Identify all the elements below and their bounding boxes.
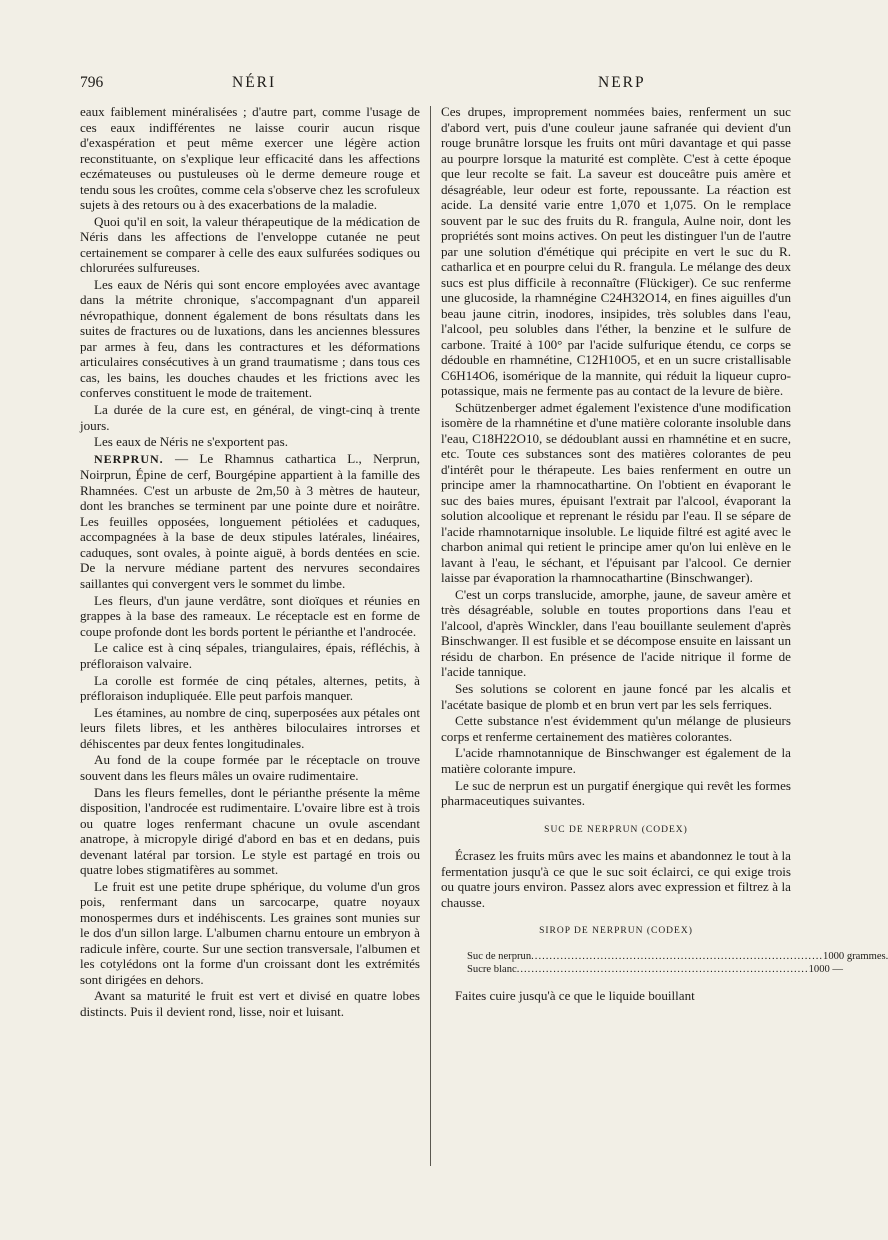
paragraph: Écrasez les fruits mûrs avec les mains et abandonnez le tout à la fermentation jusqu'à ce que le suc soit éclairci, ce qui exige trois ou quatre jours environ. Passez alors avec expression et filtrez à la chausse.	[441, 848, 791, 910]
continued-paragraph: eaux faiblement minéralisées ; d'autre part, comme l'usage de ces eaux indifférentes ne laisse courir aucun risque d'exaspération et peut même exercer une légère action reconstituante, on s'explique leur efficacité dans les affections eczémateuses ou pustuleuses où le derme demeure rouge et tendu sous les croûtes, comme cela s'observe chez les scrofuleux sujets à des retours ou à des exacerbations de la maladie.	[80, 104, 420, 212]
leader-dots: ................................................................................	[516, 963, 809, 975]
paragraph: Schützenberger admet également l'existence d'une modification isomère de la rhamnétine et d'une matière colorante insoluble dans l'eau, C18H22O10, se dédoublant aussi en rhamnétine et en sucre, etc. Toute ces substances sont des matières colorantes de peu d'intérêt pour le thérapeute. Les baies renferment en outre un principe amer la rhamnocathartine. On l'obtient en évaporant le suc des baies mures, épuisant l'extrait par l'alcool, évaporant la solution alcoolique et reprenant le résidu par l'eau. Il se sépare de l'acide rhamnotarnique insoluble. Le liquide filtré est agité avec le charbon animal qui retient le principe amer qu'on lui enlève en le lavant à l'eau, le séchant, et l'épuisant par l'alcool. Ce dernier laisse par évaporation la rhamnocathartine (Binschwanger).	[441, 399, 791, 586]
paragraph: Dans les fleurs femelles, dont le périanthe présente la même disposition, l'androcée est rudimentaire. L'ovaire libre est à trois ou quatre loges renfermant chacune un ovule ascendant anatrope, à micropyle dirigé d'abord en bas et en dedans, puis devenant latéral par torsion. Le style est partagé en trois ou quatre lobes stigmatifères au sommet.	[80, 784, 420, 878]
paragraph: Les eaux de Néris ne s'exportent pas.	[94, 434, 288, 450]
running-header	[0, 68, 800, 98]
paragraph: Le suc de nerprun est un purgatif énergique qui revêt les formes pharmaceutiques suivantes.	[441, 777, 791, 809]
right-column	[441, 104, 888, 1004]
ingredient-quantity: 1000 grammes.	[823, 950, 888, 962]
paragraph: Le fruit est une petite drupe sphérique, du volume d'un gros pois, renfermant dans un sarcocarpe, quatre noyaux monospermes durs et indéhiscents. Les graines sont munies sur le dos d'un sillon large. L'albumen charnu entoure un embryon à radicule infère, courte. Sur une section transversale, l'albumen et les cotylédons ont la forme d'un croissant dont les extrémités sont dirigées en dehors.	[80, 878, 420, 987]
paragraph: La corolle est formée de cinq pétales, alternes, petits, à préfloraison indupliquée. Elle peut parfois manquer.	[80, 672, 420, 703]
paragraph: Au fond de la coupe formée par le réceptacle on trouve souvent dans les fleurs mâles un ovaire rudimentaire.	[80, 752, 420, 783]
paragraph: La durée de la cure est, en général, de vingt-cinq à trente jours.	[80, 402, 420, 433]
recipe-row	[467, 950, 888, 963]
paragraph: Les fleurs, d'un jaune verdâtre, sont dioïques et réunies en grappes à la base des rameaux. Le réceptacle est en forme de coupe profonde dont les bords portent le périanthe et l'androcée.	[80, 592, 420, 639]
continued-paragraph: Ces drupes, improprement nommées baies, renferment un suc d'abord vert, puis d'une couleur jaune safranée qui devient d'un rouge brunâtre lorsque les fruits ont mûri davantage et qui passe au pourpre lorsque la maturité est complète. C'est à cette époque que leur recolte se fait. La saveur est douceâtre puis amère et désagréable, leur odeur est forte, repoussante. La réaction est acide. La densité varie entre 1,070 et 1,075. On le remplace souvent par le suc des fruits du R. frangula, Aulne noir, dont les propriétés sont moins actives. On peut les distinguer l'un de l'autre par une solution d'émétique qui précipite en vert le suc du R. catharlica et en pourpre celui du R. frangula. Le mélange des deux sucs est plus difficile à reconnaître (Flückiger). Ce suc renferme une glucoside, la rhamnégine C24H32O14, en fines aiguilles d'un beau jaune citrin, inodores, insipides, très solubles dans l'eau, l'alcool, peu solubles dans l'éther, la benzine et le sulfure de carbone. Traité à 100° par l'acide sulfurique étendu, ce corps se dédouble en rhamnétine, C12H10O5, et en un sucre cristallisable C6H14O6, isomérique de la mannite, qui réduit la liqueur cupro-potassique, mais ne fermente pas au contact de la levure de bière.	[441, 104, 791, 398]
page-number: 796	[80, 74, 104, 91]
right-running-title: NERP	[598, 74, 646, 91]
leader-dots: ................................................................................	[531, 950, 824, 962]
paragraph: Les étamines, au nombre de cinq, superposées aux pétales ont leurs filets libres, et les anthères biloculaires introrses et déhiscentes par deux fentes longitudinales.	[80, 704, 420, 751]
column-divider	[430, 106, 431, 1166]
paragraph: Les eaux de Néris qui sont encore employées avec avantage dans la métrite chronique, s'accompagnant d'un appareil névropathique, donnent également de bons résultats dans les suites de fractures ou de luxations, dans les anciennes blessures par armes à feu, dans les contractures et les déformations articulaires consécutives à un grand traumatisme ; dans tous ces cas, les bains, les douches chaudes et les frictions avec les conferves constituent le mode de traitement.	[80, 276, 420, 401]
paragraph: Cette substance n'est évidemment qu'un mélange de plusieurs corps et renferme certainement des matières colorantes.	[441, 713, 791, 744]
paragraph: Faites cuire jusqu'à ce que le liquide bouillant	[455, 987, 695, 1003]
ingredient-name: Sucre blanc	[467, 963, 517, 975]
paragraph: C'est un corps translucide, amorphe, jaune, de saveur amère et très désagréable, soluble en toutes proportions dans l'eau et l'alcool, d'après Winckler, dans l'eau bouillante seulement d'après Binschwanger. Il est fusible et se décompose ensuite en laissant un résidu de charbon. En présence de l'acide nitrique il forme de l'acide tannique.	[441, 586, 791, 680]
recipe-table	[467, 950, 888, 976]
entry-text: — Le Rhamnus cathartica L., Nerprun, Noirprun, Épine de cerf, Bourgépine appartient à la famille des Rhamnées. C'est un arbuste de 2m,50 à 3 mètres de hauteur, dont les branches se terminent par une pointe dure et noirâtre. Les feuilles opposées, longuement pétiolées et caduques, accompagnées à la base de deux stipules latérales, linéaires, caduques, sont ovales, à pointe aiguë, à bords dentées en scie. De la nervure médiane partent des nervures secondaires saillantes qui convergent vers le sommet du limbe.	[80, 450, 420, 591]
ingredient-name: Suc de nerprun	[467, 950, 532, 962]
paragraph: Quoi qu'il en soit, la valeur thérapeutique de la médication de Néris dans les affections de l'enveloppe cutanée ne peut certainement se comparer à celle des eaux sulfurées sodiques ou chlorurées sulfureuses.	[80, 213, 420, 276]
paragraph: L'acide rhamnotannique de Binschwanger est également de la matière colorante impure.	[441, 745, 791, 776]
ingredient-quantity: 1000 —	[808, 963, 844, 975]
paragraph: Le calice est à cinq sépales, triangulaires, épais, réfléchis, à préfloraison valvaire.	[80, 640, 420, 671]
paragraph: Avant sa maturité le fruit est vert et divisé en quatre lobes distincts. Puis il devient rond, lisse, noir et luisant.	[80, 988, 420, 1019]
section-subheading: SUC DE NERPRUN (CODEX)	[544, 824, 688, 835]
recipe-row	[467, 963, 844, 976]
paragraph: Ses solutions se colorent en jaune foncé par les alcalis et l'acétate basique de plomb et en brun vert par les sels ferriques.	[441, 681, 791, 712]
section-subheading: SIROP DE NERPRUN (CODEX)	[539, 926, 693, 937]
spacer	[441, 976, 791, 988]
dictionary-entry	[80, 451, 420, 592]
left-column	[80, 104, 420, 1021]
left-running-title: NÉRI	[232, 74, 277, 91]
entry-headword: NERPRUN.	[94, 451, 164, 466]
